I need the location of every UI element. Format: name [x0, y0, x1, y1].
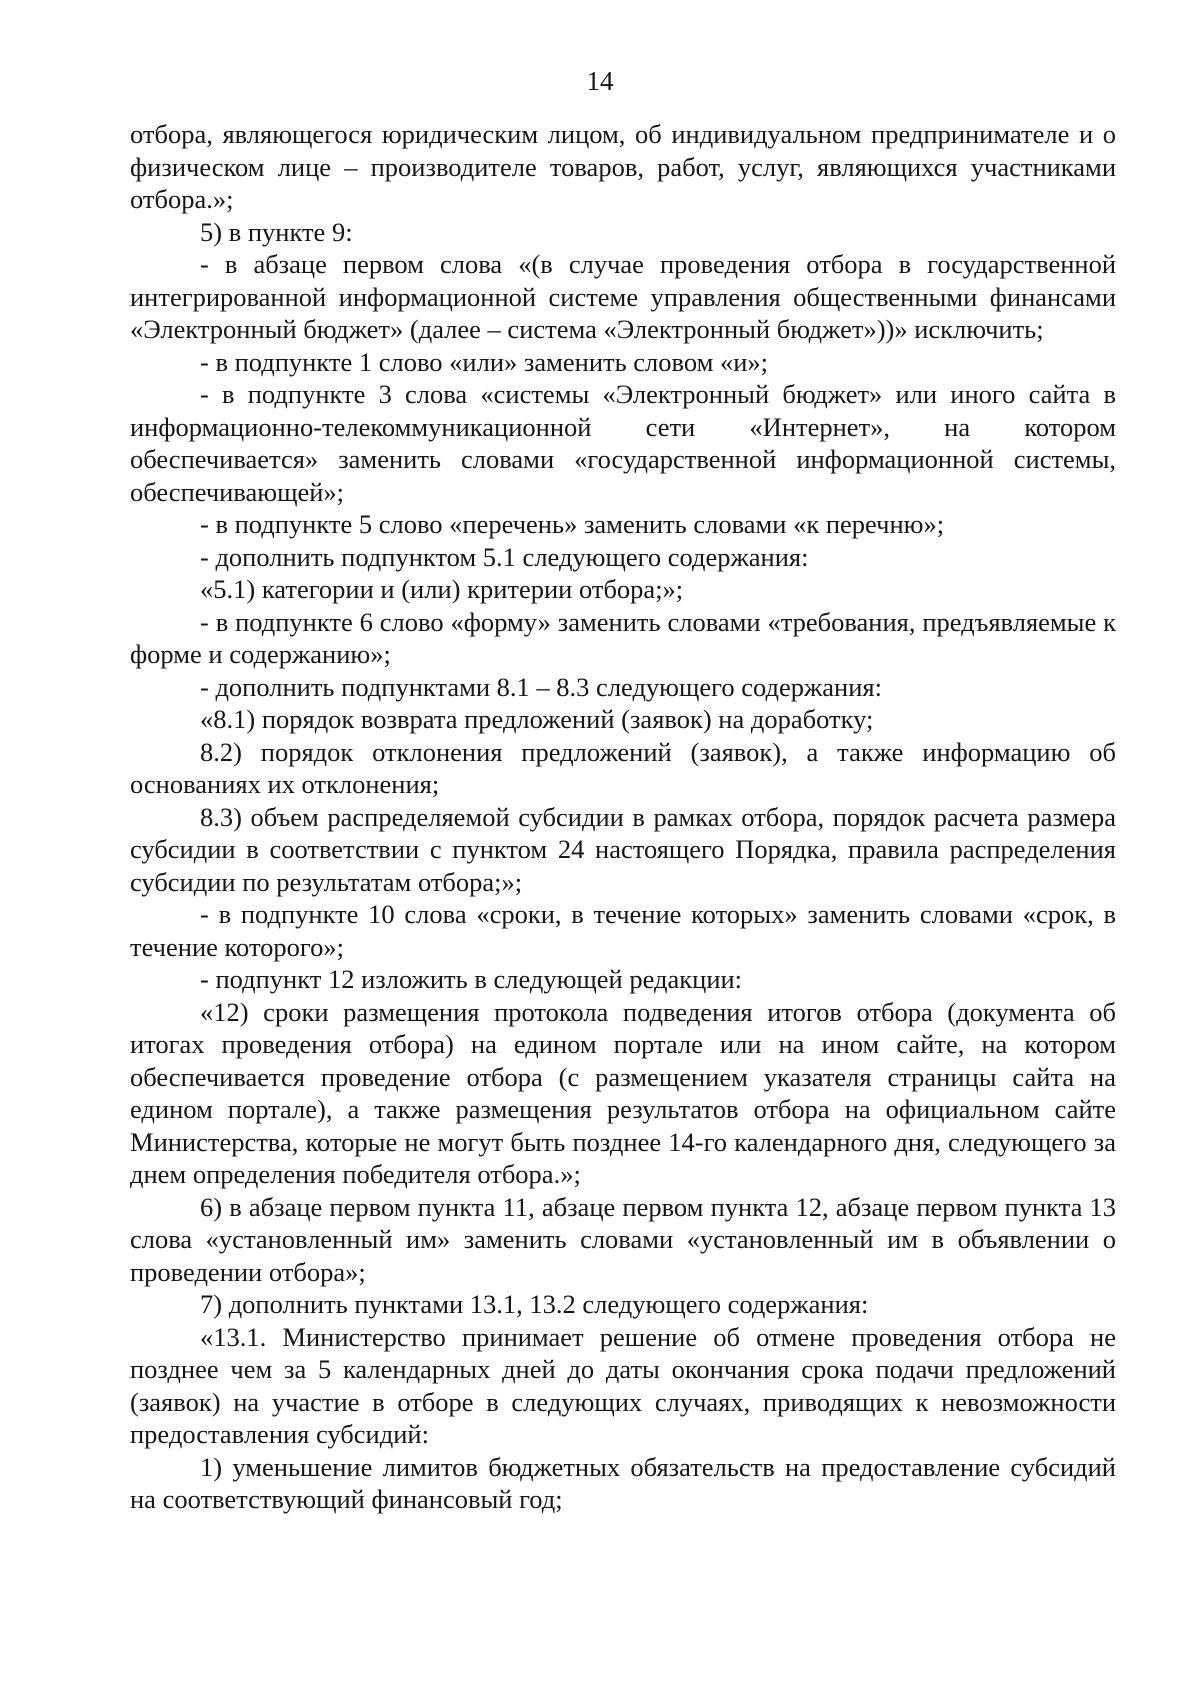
paragraph: «5.1) категории и (или) критерии отбора;»;: [200, 574, 684, 604]
page-number: 14: [586, 66, 614, 96]
paragraph: - в подпункте 3 слова «системы «Электронный бюджет» или иного сайта в информационно-телекоммуникационной сети «Интернет», на котором обеспечивается» заменить словами «государственной информационной системы, обеспечивающей»;: [130, 379, 1116, 507]
paragraph: 1) уменьшение лимитов бюджетных обязательств на предоставление субсидий на соответствующий финансовый год;: [130, 1451, 1116, 1514]
paragraph: 8.2) порядок отклонения предложений (заявок), а также информацию об основаниях их отклонения;: [130, 736, 1116, 799]
paragraph: - в подпункте 6 слово «форму» заменить словами «требования, предъявляемые к форме и содержанию»;: [130, 606, 1116, 669]
paragraph: - в подпункте 10 слова «сроки, в течение которых» заменить словами «срок, в течение которого»;: [130, 899, 1116, 962]
paragraph: - дополнить подпунктом 5.1 следующего содержания:: [200, 541, 809, 572]
paragraph: отбора, являющегося юридическим лицом, об индивидуальном предпринимателе и о физическом лице – производителе товаров, работ, услуг, являющихся участниками отбора.»;: [130, 119, 1116, 214]
paragraph: - в подпункте 5 слово «перечень» заменить словами «к перечню»;: [200, 509, 945, 539]
paragraph: 6) в абзаце первом пункта 11, абзаце первом пункта 12, абзаце первом пункта 13 слова «установленный им» заменить словами «установленный им в объявлении о проведении отбора»;: [130, 1191, 1116, 1287]
paragraph: 5) в пункте 9:: [200, 216, 353, 247]
paragraph: - дополнить подпунктами 8.1 – 8.3 следующего содержания:: [200, 671, 882, 702]
paragraph: «12) сроки размещения протокола подведения итогов отбора (документа об итогах проведения отбора) на едином портале или на ином сайте, на котором обеспечивается проведение отбора (с размещением указателя страницы сайта на едином портале), а также размещения результатов отбора на официальном сайте Министерства, которые не могут быть позднее 14-го календарного дня, следующего за днем определения победителя отбора.»;: [130, 996, 1116, 1189]
document-body: [130, 118, 1116, 1516]
paragraph: «8.1) порядок возврата предложений (заявок) на доработку;: [200, 704, 874, 734]
paragraph: 8.3) объем распределяемой субсидии в рамках отбора, порядок расчета размера субсидии в соответствии с пунктом 24 настоящего Порядка, правила распределения субсидии по результатам отбора;»;: [130, 801, 1116, 897]
paragraph: - в абзаце первом слова «(в случае проведения отбора в государственной интегрированной информационной системе управления общественными финансами «Электронный бюджет» (далее – система «Электронный бюджет»))» исключить;: [130, 249, 1116, 344]
paragraph: 7) дополнить пунктами 13.1, 13.2 следующего содержания:: [200, 1289, 869, 1319]
paragraph: - подпункт 12 изложить в следующей редакции:: [200, 964, 743, 994]
paragraph: «13.1. Министерство принимает решение об отмене проведения отбора не позднее чем за 5 календарных дней до даты окончания срока подачи предложений (заявок) на участие в отборе в следующих случаях, приводящих к невозможности предоставления субсидий:: [130, 1321, 1116, 1449]
paragraph: - в подпункте 1 слово «или» заменить словом «и»;: [200, 346, 769, 377]
